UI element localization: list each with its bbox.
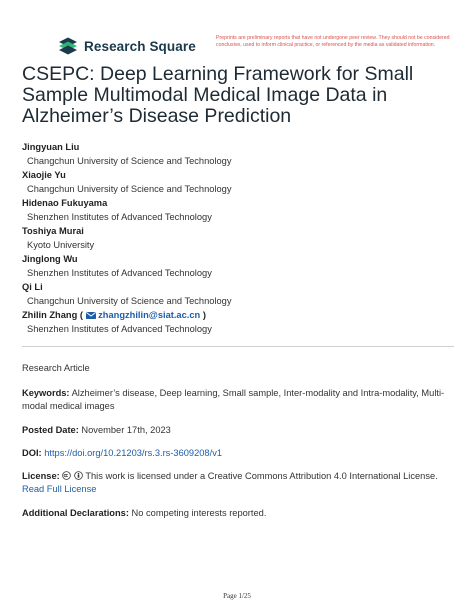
cc-by-icon [74,471,83,480]
license-label: License: [22,471,60,481]
author-affiliation: Shenzhen Institutes of Advanced Technology [27,324,212,334]
open-paren: ( [79,310,83,320]
header [58,36,458,62]
keywords-value: Alzheimer’s disease, Deep learning, Small sample, Inter-modality and Intra-modality, Multi-modal medical images [22,388,445,411]
page-number: Page 1/25 [223,592,251,600]
declarations-label: Additional Declarations: [22,508,129,518]
author-affiliation: Changchun University of Science and Technology [27,156,232,166]
section-divider [22,346,454,347]
author-name: Hidenao Fukuyama [22,198,108,208]
author-name: Toshiya Murai [22,226,84,236]
declarations-value: No competing interests reported. [131,508,267,518]
author-name: Jinglong Wu [22,254,78,264]
brand-name: Research Square [84,38,196,54]
research-square-logo[interactable] [58,36,196,56]
posted-date-block [22,424,462,437]
author-item [22,197,462,225]
declarations-block [22,507,462,520]
author-email-link[interactable] [86,310,203,320]
posted-date-value: November 17th, 2023 [81,425,171,435]
read-full-license-link[interactable]: Read Full License [22,484,97,494]
posted-date-label: Posted Date: [22,425,79,435]
mail-icon [86,312,96,319]
author-item [22,225,462,253]
author-name: Qi Li [22,282,43,292]
research-square-logo-icon [58,36,78,56]
corresponding-author-line [22,309,462,322]
license-block [22,470,462,496]
keywords-block [22,387,462,413]
author-item [22,281,462,309]
author-list [22,141,462,337]
author-item [22,253,462,281]
author-email: zhangzhilin@siat.ac.cn [98,310,201,320]
author-item [22,169,462,197]
author-affiliation: Shenzhen Institutes of Advanced Technology [27,268,212,278]
doi-link[interactable]: https://doi.org/10.21203/rs.3.rs-3609208/v1 [44,448,223,458]
keywords-label: Keywords: [22,388,70,398]
corresponding-author [22,309,462,337]
preprint-notice: Preprints are preliminary reports that have not undergone peer review. They should not be considered conclusive, used to inform clinical practice, or referenced by the media as validated information. [216,35,450,49]
author-item [22,141,462,169]
author-affiliation: Kyoto University [27,240,95,250]
author-affiliation: Changchun University of Science and Technology [27,296,232,306]
author-name: Jingyuan Liu [22,142,80,152]
paper-title: CSEPC: Deep Learning Framework for Small Sample Multimodal Medical Image Data in Alzheimer’s Disease Prediction [22,63,414,127]
doi-block [22,447,462,460]
cc-icon [62,471,71,480]
author-affiliation: Changchun University of Science and Technology [27,184,232,194]
license-text: This work is licensed under a Creative Commons Attribution 4.0 International License. [85,471,438,481]
author-affiliation: Shenzhen Institutes of Advanced Technology [27,212,212,222]
author-name: Zhilin Zhang [22,310,78,320]
article-type: Research Article [22,363,90,373]
close-paren: ) [202,310,206,320]
author-name: Xiaojie Yu [22,170,66,180]
doi-label: DOI: [22,448,42,458]
